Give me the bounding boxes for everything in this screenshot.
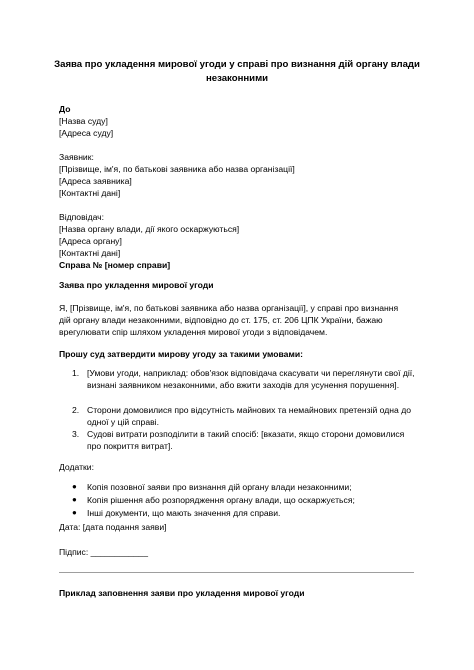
request-heading: Прошу суд затвердити мирову угоду за такими умовами: (59, 349, 303, 359)
court-name: [Назва суду] (59, 116, 108, 126)
attachment-item (72, 481, 417, 493)
applicant-label: Заявник: (59, 152, 94, 162)
to-label: До (59, 104, 71, 114)
section-divider (59, 572, 414, 573)
respondent-name: [Назва органу влади, дії якого оскаржуються] (59, 224, 240, 234)
respondent-label: Відповідач: (59, 212, 105, 222)
condition-item (72, 404, 417, 428)
respondent-contacts: [Контактні дані] (59, 248, 121, 258)
condition-text: Сторони домовилися про відсутність майнових та немайнових претензій одна до одної у цій справі. (87, 405, 411, 428)
condition-text: [Умови угоди, наприклад: обов'язок відповідача скасувати чи переглянути свої дії, визнані заявником незаконними, або вжити заходів для усунення порушення]. (87, 368, 415, 391)
case-number: Справа № [номер справи] (59, 260, 171, 270)
example-heading: Приклад заповнення заяви про укладення мирової угоди (59, 588, 305, 598)
condition-item (72, 428, 417, 452)
condition-item (72, 367, 417, 391)
condition-number: 3. (72, 429, 80, 439)
bullet-icon: ● (72, 495, 77, 504)
bullet-icon: ● (72, 482, 77, 491)
condition-text: Судові витрати розподілити в такий спосіб: [вказати, якщо сторони домовилися про покриття витрат]. (87, 429, 405, 452)
attachments-label: Додатки: (59, 462, 94, 472)
date-line: Дата: [дата подання заяви] (59, 522, 167, 532)
subject-heading: Заява про укладення мирової угоди (59, 280, 214, 290)
condition-number: 1. (72, 368, 80, 378)
attachment-text: Копія рішення або розпорядження органу влади, що оскаржується; (87, 495, 355, 505)
attachment-text: Інші документи, що мають значення для справи. (87, 508, 281, 518)
body-paragraph: Я, [Прізвище, ім'я, по батькові заявника або назва організації], у справі про визнання дій органу влади незаконними, відповідно до ст. 175, ст. 206 ЦПК України, бажаю врегулювати спір шляхом укладення мирової угоди з відповідачем. (59, 303, 399, 338)
respondent-address: [Адреса органу] (59, 236, 122, 246)
applicant-name: [Прізвище, ім'я, по батькові заявника або назва організації] (59, 164, 295, 174)
applicant-address: [Адреса заявника] (59, 176, 132, 186)
attachment-item (72, 494, 417, 506)
attachment-text: Копія позовної заяви про визнання дій органу влади незаконними; (87, 482, 352, 492)
document-title: Заява про укладення мирової угоди у справі про визнання дій органу влади незаконними (54, 59, 420, 84)
court-address: [Адреса суду] (59, 128, 114, 138)
signature-line: Підпис: ____________ (59, 547, 148, 557)
applicant-contacts: [Контактні дані] (59, 188, 121, 198)
attachment-item (72, 507, 417, 519)
condition-number: 2. (72, 405, 80, 415)
bullet-icon: ● (72, 508, 77, 517)
